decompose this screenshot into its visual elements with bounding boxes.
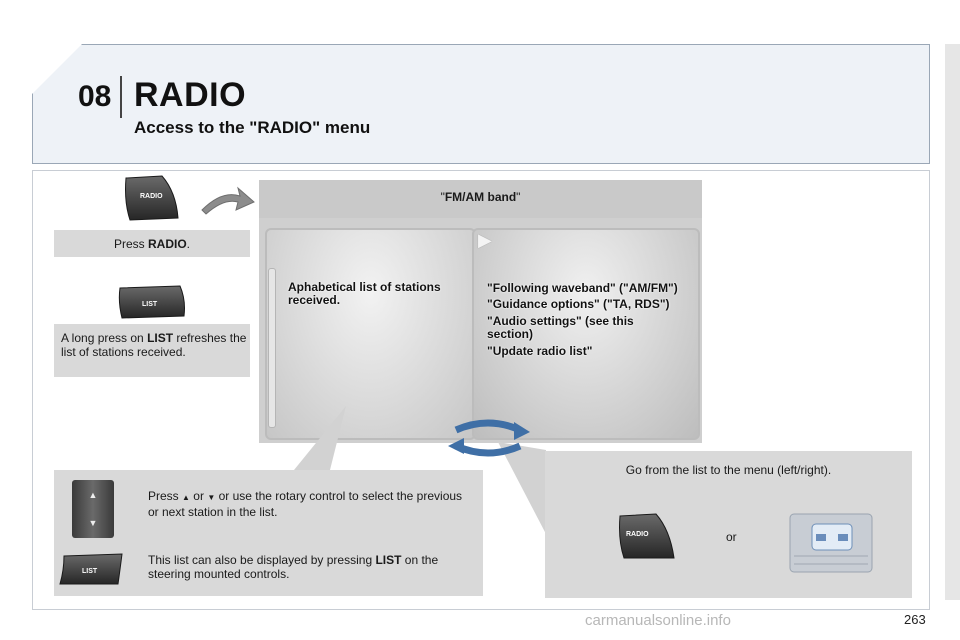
down-icon: ▼ (207, 493, 216, 502)
up-down-buttons (72, 480, 114, 538)
fm-am-band-label: FM/AM band (444, 190, 517, 204)
curved-arrow-icon (198, 184, 256, 220)
quote-close: " (516, 190, 521, 204)
radio-button-label-2: RADIO (626, 531, 649, 538)
menu-item-3[interactable]: "Update radio list" (487, 344, 593, 358)
station-list-text: Aphabetical list of stations received. (288, 280, 441, 307)
long-press-prefix: A long press on (61, 331, 148, 345)
long-press-box (54, 324, 250, 377)
or-label: or (726, 530, 737, 544)
select-station-text (148, 489, 468, 519)
menu-item-2[interactable]: "Audio settings" (see this section) (487, 314, 634, 341)
list-button-label: LIST (142, 301, 158, 308)
list-text-suffix: on the steering mounted controls. (148, 553, 439, 581)
page-number: 263 (904, 612, 926, 627)
list-text-prefix: This list can also be displayed by pressing (148, 553, 376, 567)
list-text-key: LIST (375, 553, 402, 567)
center-console-controls (788, 512, 874, 574)
steering-list-text (148, 553, 468, 581)
list-menu-text: Go from the list to the menu (left/right). (625, 463, 832, 477)
chapter-divider (120, 76, 122, 118)
or-word: or (193, 489, 204, 503)
page-title: RADIO (134, 76, 247, 114)
steering-list-label: LIST (82, 568, 98, 575)
press-radio-prefix: Press (113, 237, 148, 251)
radio-button-illustration (118, 172, 182, 224)
long-press-text (61, 331, 247, 359)
down-arrow-icon: ▼ (88, 518, 98, 528)
up-icon: ▲ (182, 493, 190, 502)
press-radio-key: RADIO (148, 237, 187, 251)
side-tab-bar (945, 44, 960, 600)
press-word: Press (148, 489, 179, 503)
quote-open: " (440, 190, 445, 204)
page-subtitle: Access to the "RADIO" menu (134, 118, 371, 137)
list-button-illustration (116, 284, 188, 320)
radio-button-illustration-2 (614, 510, 678, 562)
menu-item-0[interactable]: "Following waveband" ("AM/FM") (487, 281, 678, 295)
steering-list-button-illustration (58, 552, 126, 586)
radio-button-label: RADIO (140, 193, 163, 200)
scrollbar[interactable] (268, 268, 276, 428)
header-corner-notch (32, 44, 82, 94)
menu-item-1[interactable]: "Guidance options" ("TA, RDS") (487, 297, 670, 311)
select-rest: or use the rotary control to select the previous or next station in the list. (148, 489, 463, 519)
chapter-number: 08 (78, 80, 112, 113)
play-icon: ▶ (478, 230, 492, 250)
callout-wedge-left (290, 404, 360, 474)
long-press-key: LIST (147, 331, 174, 345)
screen-title-label (259, 190, 702, 204)
long-press-suffix: refreshes the list of stations received. (61, 331, 247, 359)
up-arrow-icon: ▲ (88, 490, 98, 500)
left-right-swap-icon (448, 418, 532, 458)
press-radio-box (54, 230, 250, 257)
press-radio-text (54, 237, 250, 251)
press-radio-suffix: . (186, 237, 191, 251)
watermark: carmanualsonline.info (585, 612, 731, 629)
